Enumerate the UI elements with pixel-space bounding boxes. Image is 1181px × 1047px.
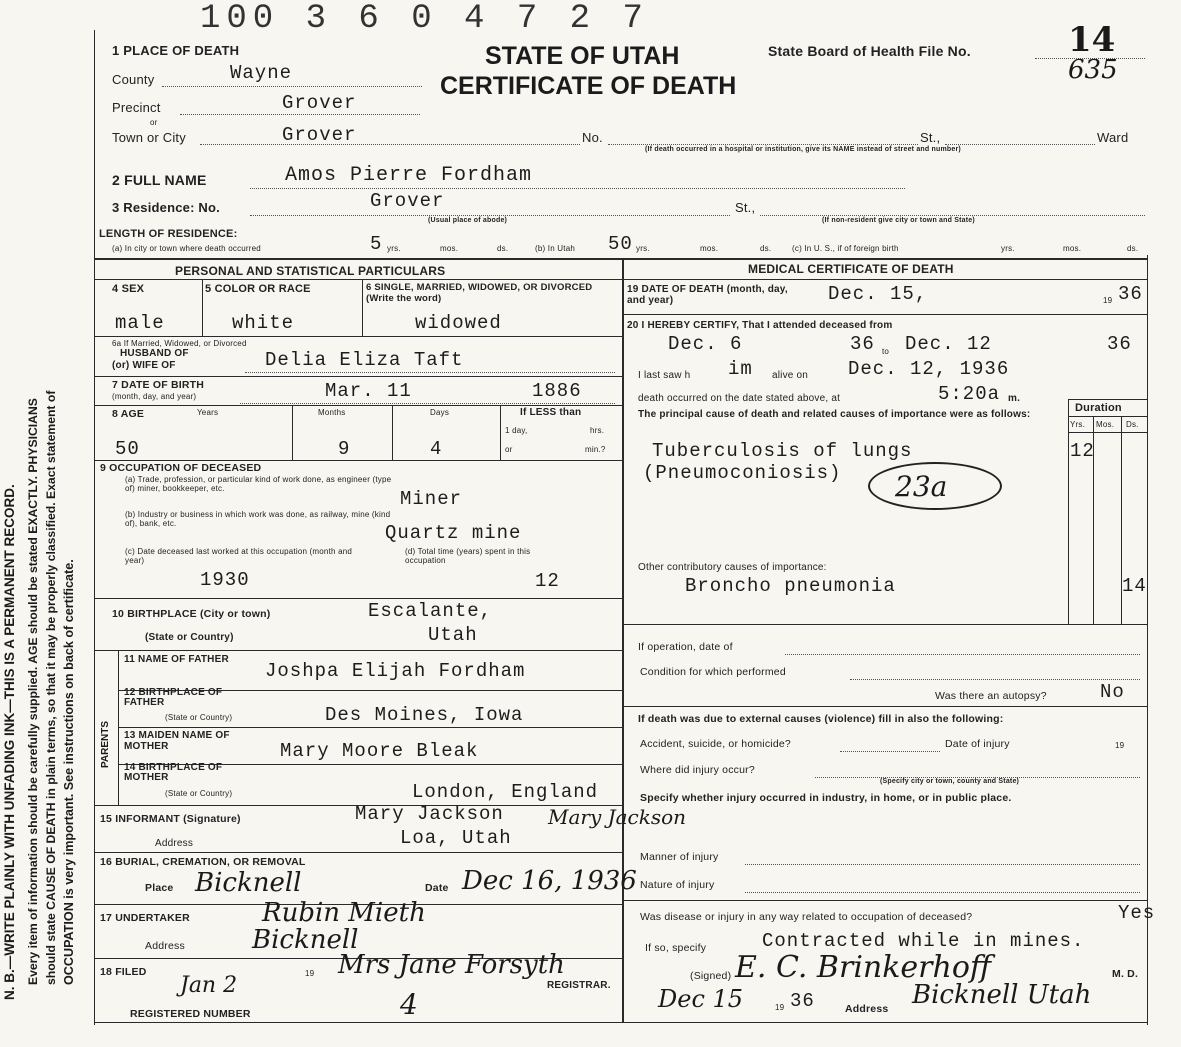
personal-heading-line bbox=[94, 279, 622, 280]
last-saw: im bbox=[728, 358, 753, 380]
age-years: 50 bbox=[115, 438, 140, 460]
date-of-death-label: 19 DATE OF DEATH (month, day, and year) bbox=[627, 284, 788, 306]
one-day-label: 1 day, bbox=[505, 426, 528, 435]
industry-value: Quartz mine bbox=[385, 522, 522, 544]
attended-from: Dec. 6 bbox=[668, 333, 743, 355]
sidebar-line-1: N. B.—WRITE PLAINLY WITH UNFADING INK—THIS IS A PERMANENT RECORD. bbox=[2, 484, 17, 1000]
birthplace-state: Utah bbox=[428, 624, 478, 646]
row-6a-line bbox=[94, 376, 622, 377]
street-no-label: No. bbox=[582, 130, 603, 145]
length-c-yrs: yrs. bbox=[1001, 244, 1015, 253]
length-c-mos: mos. bbox=[1063, 244, 1082, 253]
duration-top bbox=[1068, 399, 1148, 400]
mother-birthplace-label: 14 BIRTHPLACE OF MOTHER bbox=[124, 762, 223, 783]
length-a-label: (a) In city or town where death occurred bbox=[112, 244, 261, 253]
informant-address: Loa, Utah bbox=[400, 827, 512, 849]
father-birthplace-value: Des Moines, Iowa bbox=[325, 704, 524, 726]
length-b-value: 50 bbox=[608, 233, 633, 255]
medical-heading: MEDICAL CERTIFICATE OF DEATH bbox=[748, 262, 954, 276]
occupation-c-label: (c) Date deceased last worked at this occupation (month and year) bbox=[125, 547, 353, 565]
sidebar-line-4: OCCUPATION is very important. See instructions on back of certificate. bbox=[62, 559, 76, 985]
signed-date: Dec 15 bbox=[658, 985, 744, 1013]
autopsy-line bbox=[622, 706, 1148, 707]
informant-value: Mary Jackson bbox=[355, 803, 504, 825]
undertaker-label: 17 UNDERTAKER bbox=[100, 912, 190, 924]
physician-address-label: Address bbox=[845, 1003, 889, 1015]
birthplace-city: Escalante, bbox=[368, 600, 493, 622]
length-a-mos: mos. bbox=[440, 244, 459, 253]
occupation-d-label: (d) Total time (years) spent in this occupation bbox=[405, 547, 531, 565]
occupation-label: 9 OCCUPATION OF DECEASED bbox=[100, 462, 262, 474]
length-a-value: 5 bbox=[370, 233, 383, 255]
state-title: STATE OF UTAH bbox=[485, 42, 680, 70]
full-name-value: Amos Pierre Fordham bbox=[285, 164, 533, 187]
dod-19: 19 bbox=[1103, 296, 1113, 305]
attended-from-year: 36 bbox=[850, 333, 875, 355]
burial-date-label: Date bbox=[425, 882, 449, 894]
spouse-line bbox=[245, 372, 615, 373]
dur-ds: Ds. bbox=[1126, 420, 1139, 429]
operation-line bbox=[785, 654, 1140, 655]
dur-header-line bbox=[1068, 432, 1148, 433]
dur-mos: Mos. bbox=[1096, 420, 1115, 429]
last-worked-value: 1930 bbox=[200, 569, 250, 591]
residence-label: 3 Residence: No. bbox=[112, 200, 220, 215]
physician-signature: E. C. Brinkerhoff bbox=[735, 950, 992, 985]
accident-line bbox=[840, 751, 940, 752]
precinct-value: Grover bbox=[282, 92, 357, 114]
ward-label: Ward bbox=[1097, 130, 1129, 145]
injury-date-label: Date of injury bbox=[945, 738, 1010, 750]
filed-date: Jan 2 bbox=[180, 973, 238, 998]
marital-label: 6 SINGLE, MARRIED, WIDOWED, OR DIVORCED (Write the word) bbox=[366, 282, 593, 304]
length-b-ds: ds. bbox=[760, 244, 772, 253]
manner-label: Manner of injury bbox=[640, 851, 719, 863]
burial-label: 16 BURIAL, CREMATION, OR REMOVAL bbox=[100, 856, 306, 868]
or-label: or bbox=[150, 118, 158, 127]
occupation-value: Miner bbox=[400, 488, 463, 510]
birthplace-state-label: (State or Country) bbox=[145, 632, 234, 643]
last-saw-label: I last saw h bbox=[638, 370, 691, 381]
signed-label: (Signed) bbox=[690, 970, 732, 982]
dob-value: Mar. 11 bbox=[325, 380, 412, 402]
cause-1: Tuberculosis of lungs bbox=[652, 440, 913, 462]
related-value: Yes bbox=[1118, 902, 1156, 924]
informant-address-label: Address bbox=[155, 838, 194, 849]
spouse-label-2: HUSBAND OF bbox=[120, 348, 189, 359]
frame-bottom bbox=[94, 1022, 1148, 1023]
place-of-death-label: 1 PLACE OF DEATH bbox=[112, 43, 240, 58]
mother-birthplace-value: London, England bbox=[412, 781, 599, 803]
color-divider bbox=[362, 279, 363, 336]
serial-number: 100 3 6 0 4 7 2 7 bbox=[200, 0, 649, 38]
birthplace-label: 10 BIRTHPLACE (City or town) bbox=[112, 608, 271, 620]
file-number-2: 635 bbox=[1068, 55, 1118, 85]
length-b-yrs: yrs. bbox=[636, 244, 650, 253]
section-divider bbox=[94, 258, 1148, 260]
occupation-b-label: (b) Industry or business in which work was done, as railway, mine (kind of), bank, etc. bbox=[125, 510, 391, 528]
reg-number: 4 bbox=[400, 988, 418, 1021]
alive-label: alive on bbox=[772, 370, 809, 381]
m-label: m. bbox=[1008, 393, 1021, 404]
operation-label: If operation, date of bbox=[638, 641, 733, 653]
ward-line bbox=[945, 144, 1095, 145]
cause-1-duration: 12 bbox=[1070, 440, 1095, 462]
physician-address: Bicknell Utah bbox=[912, 980, 1092, 1010]
row-10-line bbox=[94, 650, 622, 651]
file-no-label: State Board of Health File No. bbox=[768, 43, 971, 59]
injury-19: 19 bbox=[1115, 741, 1125, 750]
usual-abode-note: (Usual place of abode) bbox=[428, 217, 508, 224]
county-label: County bbox=[112, 72, 155, 87]
total-time-value: 12 bbox=[535, 570, 560, 592]
contributory-duration: 14 bbox=[1122, 575, 1147, 597]
months-label: Months bbox=[318, 408, 346, 417]
sidebar-line-2: Every item of information should be carefully supplied. AGE should be stated EXACTLY. PHYSICIANS bbox=[26, 398, 40, 985]
county-line bbox=[162, 86, 422, 87]
cause-code: 23a bbox=[895, 470, 948, 503]
duration-label: Duration bbox=[1075, 402, 1122, 414]
days-label: Days bbox=[430, 408, 450, 417]
certify-label: 20 I HEREBY CERTIFY, That I attended deceased from bbox=[627, 320, 893, 331]
precinct-line bbox=[180, 114, 420, 115]
father-bp-line bbox=[118, 727, 622, 728]
length-c-label: (c) In U. S., if of foreign birth bbox=[792, 244, 899, 253]
length-a-ds: ds. bbox=[497, 244, 509, 253]
filed-label: 18 FILED bbox=[100, 966, 147, 978]
attended-to-year: 36 bbox=[1107, 333, 1132, 355]
certificate-title: CERTIFICATE OF DEATH bbox=[440, 72, 737, 100]
signed-19: 19 bbox=[775, 1003, 785, 1012]
years-label: Years bbox=[197, 408, 219, 417]
color-value: white bbox=[232, 312, 295, 334]
autopsy-value: No bbox=[1100, 681, 1125, 703]
burial-date: Dec 16, 1936 bbox=[462, 866, 637, 896]
hrs-label: hrs. bbox=[590, 426, 605, 435]
town-line bbox=[200, 144, 580, 145]
column-divider bbox=[622, 258, 624, 1023]
father-label: 11 NAME OF FATHER bbox=[124, 654, 229, 665]
informant-label: 15 INFORMANT (Signature) bbox=[100, 813, 241, 825]
min-label: min.? bbox=[585, 445, 606, 454]
row-7-line bbox=[94, 405, 622, 406]
marital-value: widowed bbox=[415, 312, 502, 334]
dob-year: 1886 bbox=[532, 380, 582, 402]
residence-street-line bbox=[760, 215, 1145, 216]
or-min-label: or bbox=[505, 445, 513, 454]
street-label: St., bbox=[920, 130, 941, 145]
specify-place-label: Specify whether injury occurred in industry, in home, or in public place. bbox=[640, 792, 1012, 804]
parents-label: PARENTS bbox=[100, 720, 111, 768]
residence-street-label: St., bbox=[735, 200, 756, 215]
personal-heading: PERSONAL AND STATISTICAL PARTICULARS bbox=[175, 264, 446, 278]
nature-line bbox=[745, 892, 1140, 893]
md-label: M. D. bbox=[1112, 968, 1139, 980]
length-c-ds: ds. bbox=[1127, 244, 1139, 253]
filed-19: 19 bbox=[305, 969, 315, 978]
mother-label: 13 MAIDEN NAME OF MOTHER bbox=[124, 730, 230, 752]
manner-line bbox=[745, 864, 1140, 865]
mother-value: Mary Moore Bleak bbox=[280, 740, 479, 762]
full-name-line bbox=[250, 188, 905, 189]
where-note: (Specify city or town, county and State) bbox=[880, 778, 1020, 785]
age-months: 9 bbox=[338, 438, 351, 460]
instructions-sidebar bbox=[0, 0, 90, 1047]
row-8-line bbox=[94, 460, 622, 461]
street-line bbox=[608, 144, 918, 145]
length-a-yrs: yrs. bbox=[387, 244, 401, 253]
undertaker-address-label: Address bbox=[145, 940, 185, 952]
spouse-value: Delia Eliza Taft bbox=[265, 349, 464, 371]
registrar-signature: Mrs Jane Forsyth bbox=[338, 950, 565, 980]
alive-date: Dec. 12, 1936 bbox=[848, 358, 1010, 380]
specify-label: If so, specify bbox=[645, 942, 707, 954]
death-time-label: death occurred on the date stated above, at bbox=[638, 393, 841, 404]
full-name-label: 2 FULL NAME bbox=[112, 172, 207, 188]
nature-label: Nature of injury bbox=[640, 879, 715, 891]
days-divider bbox=[500, 405, 501, 460]
nonresident-note: (If non-resident give city or town and State) bbox=[822, 217, 975, 224]
sex-divider bbox=[202, 279, 203, 336]
length-b-mos: mos. bbox=[700, 244, 719, 253]
father-bp-state-label: (State or Country) bbox=[165, 713, 233, 722]
less-than-label: If LESS than bbox=[520, 407, 582, 418]
medical-heading-line bbox=[622, 279, 1148, 280]
to-label: to bbox=[882, 347, 890, 356]
town-label: Town or City bbox=[112, 130, 186, 145]
length-residence-label: LENGTH OF RESIDENCE: bbox=[99, 228, 238, 240]
code-circle bbox=[868, 462, 1002, 510]
informant-signature: Mary Jackson bbox=[548, 805, 687, 829]
dob-sub: (month, day, and year) bbox=[112, 392, 197, 401]
burial-place: Bicknell bbox=[195, 868, 302, 898]
spouse-label-3: (or) WIFE OF bbox=[112, 360, 176, 371]
registrar-label: REGISTRAR. bbox=[547, 980, 611, 991]
where-label: Where did injury occur? bbox=[640, 764, 755, 776]
frame-left bbox=[94, 30, 95, 1025]
nature-bottom-line bbox=[622, 900, 1148, 901]
sex-value: male bbox=[115, 312, 165, 334]
duration-label-line bbox=[1068, 416, 1148, 417]
dod-line bbox=[622, 314, 1148, 315]
causes-bottom-line bbox=[622, 624, 1148, 625]
dob-label: 7 DATE OF BIRTH bbox=[112, 379, 205, 391]
contributory-cause: Broncho pneumonia bbox=[685, 575, 896, 597]
principal-cause-label: The principal cause of death and related causes of importance were as follows: bbox=[638, 409, 1031, 420]
contributory-label: Other contributory causes of importance: bbox=[638, 562, 827, 573]
hospital-note: (If death occurred in a hospital or institution, give its NAME instead of street and number) bbox=[645, 146, 961, 153]
color-label: 5 COLOR OR RACE bbox=[205, 283, 311, 295]
autopsy-label: Was there an autopsy? bbox=[935, 690, 1047, 702]
months-divider bbox=[392, 405, 393, 460]
attended-to: Dec. 12 bbox=[905, 333, 992, 355]
spouse-label-1: 6a If Married, Widowed, or Divorced bbox=[112, 339, 247, 348]
burial-place-label: Place bbox=[145, 882, 174, 894]
related-label: Was disease or injury in any way related to occupation of deceased? bbox=[640, 911, 973, 923]
cause-2: (Pneumoconiosis) bbox=[643, 462, 842, 484]
precinct-label: Precinct bbox=[112, 100, 161, 115]
accident-label: Accident, suicide, or homicide? bbox=[640, 738, 791, 750]
mother-bp-state-label: (State or Country) bbox=[165, 789, 233, 798]
row-9-line bbox=[94, 598, 622, 599]
dur-yrs: Yrs. bbox=[1070, 420, 1086, 429]
county-value: Wayne bbox=[230, 62, 293, 84]
age-label: 8 AGE bbox=[112, 408, 145, 420]
sex-label: 4 SEX bbox=[112, 283, 145, 295]
row-6-line bbox=[94, 336, 622, 337]
signed-year: 36 bbox=[790, 990, 815, 1012]
undertaker-signature: Rubin Mieth bbox=[262, 898, 426, 928]
father-value: Joshpa Elijah Fordham bbox=[265, 660, 526, 682]
date-of-death: Dec. 15, bbox=[828, 283, 928, 305]
residence-line bbox=[250, 215, 730, 216]
age-days: 4 bbox=[430, 438, 443, 460]
condition-line bbox=[850, 679, 1140, 680]
undertaker-address: Bicknell bbox=[252, 925, 359, 955]
date-of-death-year: 36 bbox=[1118, 283, 1143, 305]
reg-number-label: REGISTERED NUMBER bbox=[130, 1008, 251, 1020]
length-b-label: (b) In Utah bbox=[535, 244, 575, 253]
external-causes-label: If death was due to external causes (violence) fill in also the following: bbox=[638, 713, 1004, 725]
condition-label: Condition for which performed bbox=[640, 666, 786, 678]
file-number: 14 bbox=[1068, 20, 1116, 60]
father-birthplace-label: 12 BIRTHPLACE OF FATHER bbox=[124, 687, 223, 708]
sidebar-line-3: should state CAUSE OF DEATH in plain terms, so that it may be properly classified. Exact statement of bbox=[44, 390, 58, 985]
town-value: Grover bbox=[282, 124, 357, 146]
residence-value: Grover bbox=[370, 190, 445, 212]
years-divider bbox=[292, 405, 293, 460]
dob-line bbox=[240, 403, 615, 404]
informant-line bbox=[94, 852, 622, 853]
specify-value: Contracted while in mines. bbox=[762, 930, 1085, 952]
occupation-a-label: (a) Trade, profession, or particular kind of work done, as engineer (type of) miner, bookkeeper, etc. bbox=[125, 475, 392, 493]
death-time: 5:20a bbox=[938, 383, 1001, 405]
